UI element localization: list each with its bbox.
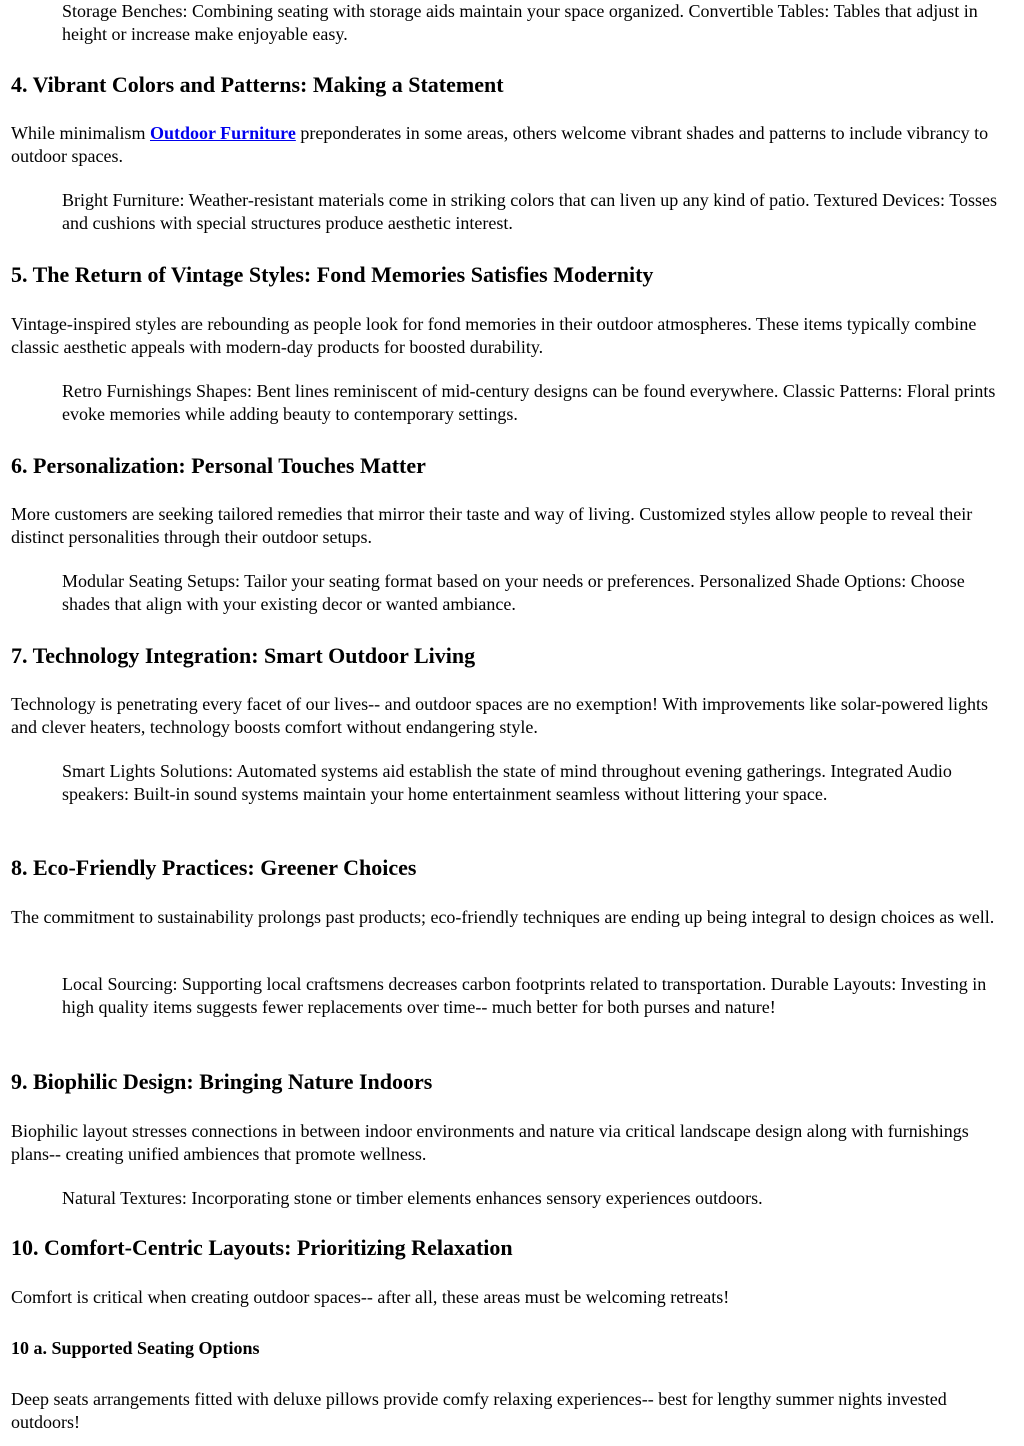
heading-eco-friendly: 8. Eco-Friendly Practices: Greener Choices — [11, 855, 417, 880]
blockquote-natural-textures: Natural Textures: Incorporating stone or timber elements enhances sensory experiences outdoors. — [62, 1188, 763, 1208]
paragraph-minimalism — [11, 122, 1016, 168]
blockquote-bright-furniture: Bright Furniture: Weather-resistant materials come in striking colors that can liven up any kind of patio. Textured Devices: Tosses and cushions with special structures produce aesthetic interest. — [62, 190, 997, 233]
blockquote-storage-benches: Storage Benches: Combining seating with storage aids maintain your space organized. Convertible Tables: Tables that adjust in height or increase make enjoyable easy. — [62, 1, 978, 44]
outdoor-furniture-link[interactable]: Outdoor Furniture — [149, 123, 296, 143]
paragraph-comfort: Comfort is critical when creating outdoor spaces-- after all, these areas must be welcoming retreats! — [11, 1287, 730, 1307]
paragraph-personalization: More customers are seeking tailored remedies that mirror their taste and way of living. Customized styles allow people to reveal their distinct personalities through their outdoor setups. — [11, 504, 973, 547]
blockquote-local-sourcing: Local Sourcing: Supporting local craftsmens decreases carbon footprints related to transportation. Durable Layouts: Investing in high quality items suggests fewer replacements over time-- much better for both purses and nature! — [62, 974, 987, 1017]
blockquote-modular-seating: Modular Seating Setups: Tailor your seating format based on your needs or preferences. Personalized Shade Options: Choose shades that align with your existing decor or wanted ambiance. — [62, 571, 965, 614]
heading-biophilic: 9. Biophilic Design: Bringing Nature Indoors — [11, 1069, 433, 1094]
paragraph-vintage: Vintage-inspired styles are rebounding as people look for fond memories in their outdoor atmospheres. These items typically combine classic aesthetic appeals with modern-day products for boosted durability. — [11, 314, 977, 357]
paragraph-deep-seats: Deep seats arrangements fitted with deluxe pillows provide comfy relaxing experiences-- best for lengthy summer nights invested outdoors! — [11, 1389, 947, 1432]
paragraph-biophilic: Biophilic layout stresses connections in between indoor environments and nature via critical landscape design along with furnishings plans-- creating unified ambiences that promote wellness. — [11, 1121, 969, 1164]
heading-comfort-centric: 10. Comfort-Centric Layouts: Prioritizing Relaxation — [11, 1235, 513, 1260]
heading-technology: 7. Technology Integration: Smart Outdoor Living — [11, 643, 476, 668]
heading-personalization: 6. Personalization: Personal Touches Matter — [11, 453, 426, 478]
blockquote-smart-lights: Smart Lights Solutions: Automated systems aid establish the state of mind throughout evening gatherings. Integrated Audio speakers: Built-in sound systems maintain your home entertainment seamless without littering your space. — [62, 761, 952, 804]
heading-vibrant-colors: 4. Vibrant Colors and Patterns: Making a Statement — [11, 72, 504, 97]
paragraph-technology: Technology is penetrating every facet of our lives-- and outdoor spaces are no exemption! With improvements like solar-powered lights and clever heaters, technology boosts comfort without endangering style. — [11, 694, 989, 737]
blockquote-retro-furnishings: Retro Furnishings Shapes: Bent lines reminiscent of mid-century designs can be found everywhere. Classic Patterns: Floral prints evoke memories while adding beauty to contemporary settings. — [62, 381, 996, 424]
paragraph-minimalism-before: While minimalism — [11, 123, 150, 143]
heading-vintage-styles: 5. The Return of Vintage Styles: Fond Memories Satisfies Modernity — [11, 262, 654, 287]
paragraph-sustainability: The commitment to sustainability prolongs past products; eco-friendly techniques are ending up being integral to design choices as well. — [11, 907, 995, 927]
paragraph-minimalism-after: preponderates in some areas, others welcome vibrant shades and patterns to include vibrancy to outdoor spaces. — [11, 123, 989, 166]
subheading-supported-seating: 10 a. Supported Seating Options — [11, 1338, 260, 1358]
